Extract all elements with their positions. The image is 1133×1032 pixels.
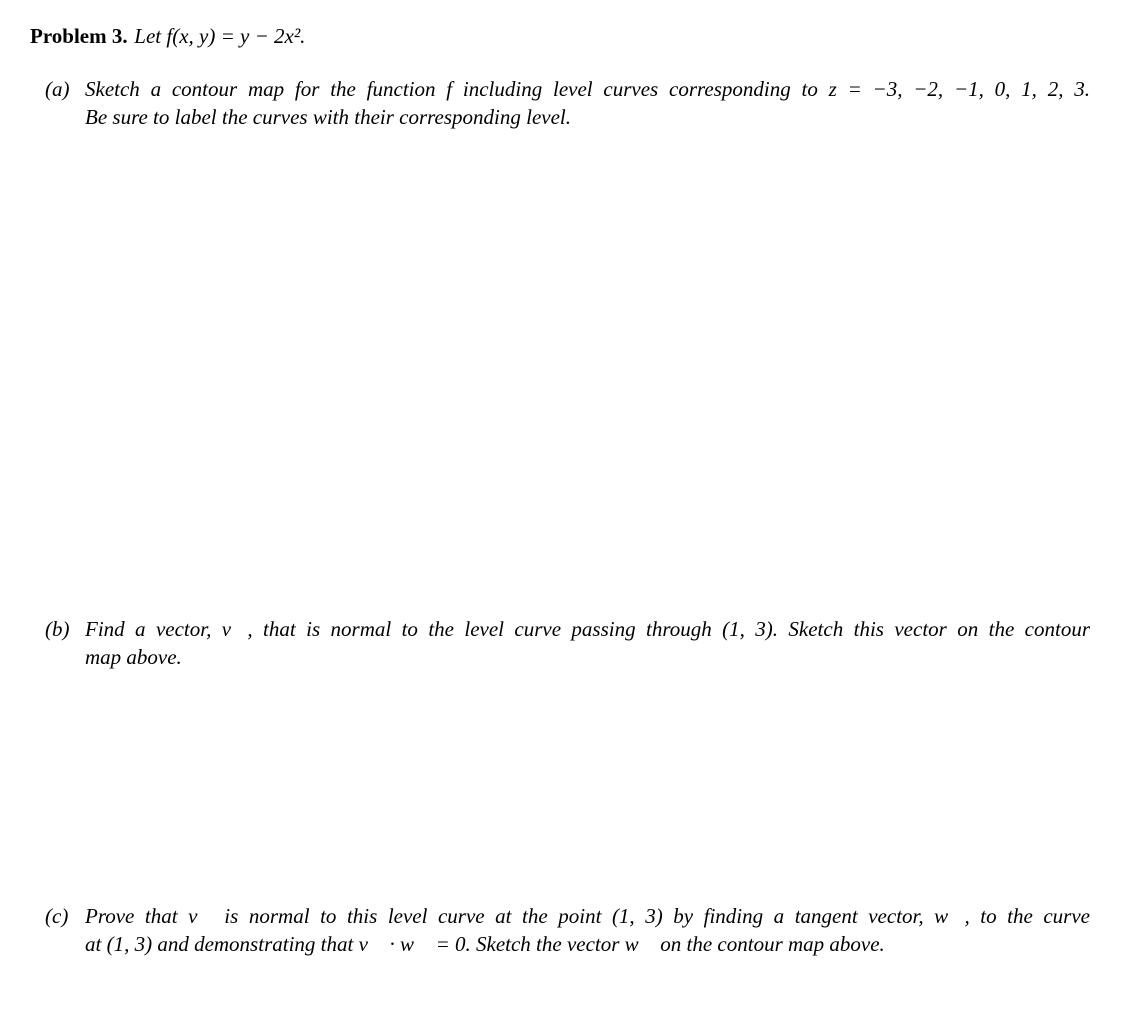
part-b [45,615,1090,671]
part-c-text [85,902,1090,958]
part-b-label: (b) [45,617,70,641]
part-a-text [85,75,1090,131]
part-a-line-1: Sketch a contour map for the function f including level curves corresponding to z = −3, −2, −1, 0, 1, 2, 3. [85,77,1090,101]
problem-number: Problem 3. [30,24,128,48]
part-a-line-2: Be sure to label the curves with their corresponding level. [85,105,572,129]
problem-statement: Let f(x, y) = y − 2x². [134,24,306,48]
part-c-label: (c) [45,904,69,928]
part-b-line-1: Find a vector, v⃗, that is normal to the level curve passing through (1, 3). Sketch this vector on the contour [85,617,1090,641]
part-c-line-2: at (1, 3) and demonstrating that v⃗ · w⃗ = 0. Sketch the vector w⃗ on the contour map above. [85,932,885,956]
part-a-label: (a) [45,77,70,101]
part-b-line-2: map above. [85,645,182,669]
part-c-line-1: Prove that v⃗ is normal to this level curve at the point (1, 3) by finding a tangent vector, w⃗, to the curve [85,904,1090,928]
part-a [45,75,1090,131]
problem-header [30,22,305,50]
part-b-text [85,615,1090,671]
part-c [45,902,1090,958]
